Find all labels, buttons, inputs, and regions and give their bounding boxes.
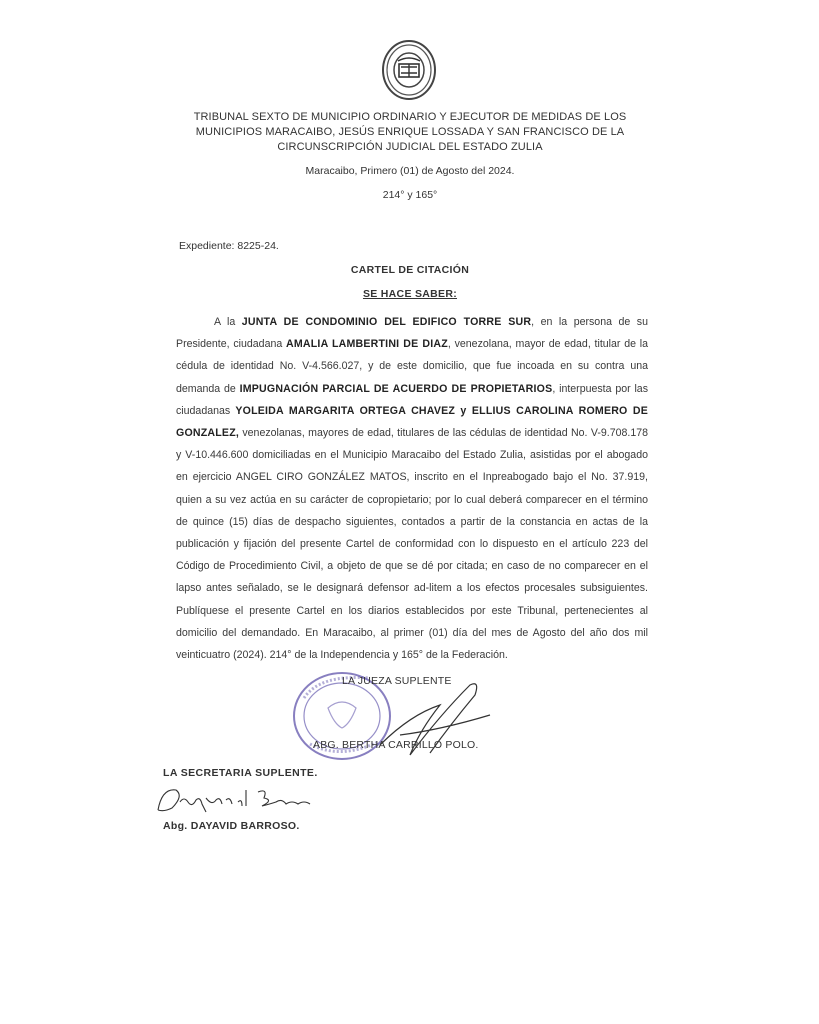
defendant-president: AMALIA LAMBERTINI DE DIAZ (286, 338, 448, 351)
lawsuit-type: IMPUGNACIÓN PARCIAL DE ACUERDO DE PROPIETARIOS (239, 382, 553, 395)
citation-paragraph: A la JUNTA DE CONDOMINIO DEL EDIFICO TORRE SUR, en la persona de su Presidente, ciudadana AMALIA LAMBERTINI DE DIAZ, venezolana, mayor de edad, titular de la cédula de identidad No. V-4.566.027, y de este domicilio, que fue incoada en su contra una demanda de IMPUGNACIÓN PARCIAL DE ACUERDO DE PROPIETARIOS, interpuesta por las ciudadanas YOLEIDA MARGARITA ORTEGA CHAVEZ y ELLIUS CAROLINA ROMERO DE GONZALEZ, venezolanas, mayores de edad, titulares de las cédulas de identidad No. V-9.708.178 y V-10.446.600 domiciliadas en el Municipio Maracaibo del Estado Zulia, asistidas por el abogado en ejercicio ANGEL CIRO GONZÁLEZ MATOS, inscrito en el Inpreabogado bajo el No. 37.919, quien a su vez actúa en su carácter de copropietario; por lo cual deberá comparecer en el término de quince (15) días de despacho siguientes, contados a partir de la constancia en actas de la publicación y fijación del presente Cartel de conformidad con lo dispuesto en el artículo 223 del Código de Procedimiento Civil, a objeto de que se dé por citada; en caso de no comparecer en el lapso antes señalado, se le designará defensor ad-litem a los efectos procesales subsiguientes. Publíquese el presente Cartel en los diarios establecidos por este Tribunal, pertenecientes al domicilio del demandado. En Maracaibo, al primer (01) día del mes de Agosto del año dos mil veinticuatro (2024). 214° de la Independencia y 165° de la Federación. (176, 316, 648, 662)
citation-body (176, 311, 648, 666)
document-subtitle: SE HACE SABER: (362, 288, 458, 300)
years-line: 214° y 165° (382, 189, 438, 201)
plaintiffs: YOLEIDA MARGARITA ORTEGA CHAVEZ y ELLIUS CAROLINA ROMERO DE GONZALEZ, (176, 404, 648, 440)
document-title: CARTEL DE CITACIÓN (350, 264, 470, 276)
tribunal-name: TRIBUNAL SEXTO DE MUNICIPIO ORDINARIO Y EJECUTOR DE MEDIDAS DE LOS MUNICIPIOS MARACAIBO, JESÚS ENRIQUE LOSSADA Y SAN FRANCISCO DE LA CIRCUNSCRIPCIÓN JUDICIAL DEL ESTADO ZULIA (193, 111, 627, 153)
defendant-entity: JUNTA DE CONDOMINIO DEL EDIFICO TORRE SUR (241, 316, 532, 328)
secretary-name: Abg. DAYAVID BARROSO. (163, 820, 300, 832)
court-seal-icon (381, 39, 437, 101)
judge-name: ABG. BERTHA CARRILLO POLO. (313, 739, 479, 751)
document-date: Maracaibo, Primero (01) de Agosto del 2024. (305, 165, 515, 177)
handwritten-signature-icon (150, 782, 320, 816)
judge-title: LA JUEZA SUPLENTE (342, 675, 452, 687)
case-number: Expediente: 8225-24. (179, 240, 279, 252)
secretary-title: LA SECRETARIA SUPLENTE. (163, 767, 318, 779)
